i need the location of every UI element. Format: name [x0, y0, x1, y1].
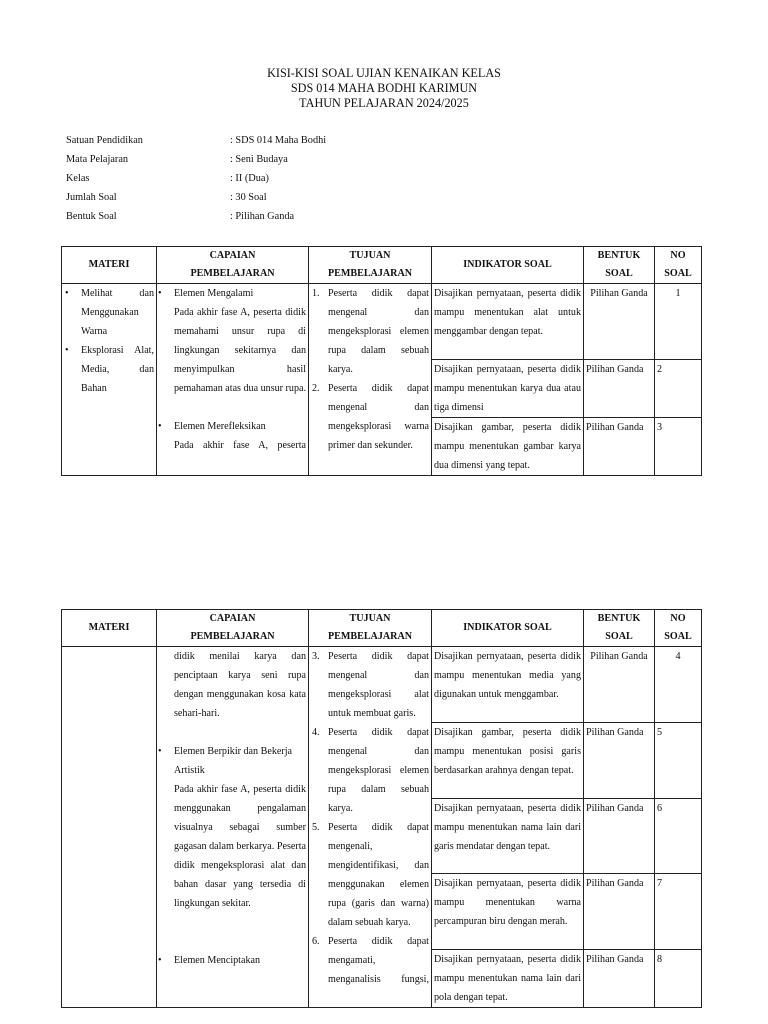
- cell-indikator: Disajikan pernyataan, peserta didik mampu menentukan alat untuk menggambar dengan tepat.: [432, 284, 584, 360]
- capaian-text: Pada akhir fase A, peserta didik menggunakan pengalaman visualnya sebagai sumber gagasan dalam berkarya. Peserta didik mengeksplorasi alat dan bahan dasar yang tersedia di lingkungan sekitar.: [174, 784, 306, 909]
- header-materi: MATERI: [62, 610, 157, 647]
- info-value: : SDS 014 Maha Bodhi: [230, 135, 327, 146]
- header-tujuan: TUJUAN PEMBELAJARAN: [309, 610, 432, 647]
- cell-no: 7: [655, 874, 702, 950]
- info-label: Mata Pelajaran: [66, 154, 129, 165]
- cell-indikator: Disajikan gambar, peserta didik mampu menentukan posisi garis berdasarkan arahnya dengan tepat.: [432, 723, 584, 799]
- title-line-1: KISI-KISI SOAL UJIAN KENAIKAN KELAS: [267, 66, 501, 80]
- table-header-row: [62, 247, 702, 284]
- info-value: : Seni Budaya: [230, 154, 288, 165]
- header-capaian: CAPAIAN PEMBELAJARAN: [157, 610, 309, 647]
- tujuan-text: Peserta didik dapat mengenal dan mengeksplorasi elemen rupa dalam sebuah karya.: [328, 727, 429, 814]
- capaian-title: Elemen Berpikir dan Bekerja Artistik: [174, 746, 292, 776]
- capaian-title: Elemen Menciptakan: [174, 955, 261, 966]
- cell-bentuk: Pilihan Ganda: [584, 360, 655, 418]
- table-header-row: [62, 610, 702, 647]
- header-materi: MATERI: [62, 247, 157, 284]
- capaian-text: didik menilai karya dan penciptaan karya seni rupa dengan menggunakan kosa kata sehari-hari.: [174, 651, 306, 719]
- materi-item: • Eksplorasi Alat, Media, dan Bahan: [64, 341, 154, 398]
- cell-bentuk: Pilihan Ganda: [584, 950, 655, 1008]
- header-no: NO SOAL: [655, 247, 702, 284]
- info-row: [66, 150, 326, 169]
- tujuan-text: Peserta didik dapat mengenal dan mengeksplorasi warna primer dan sekunder.: [328, 383, 429, 451]
- kisi-kisi-table-2: [61, 609, 702, 1008]
- info-label: Bentuk Soal: [66, 211, 117, 222]
- title-line-3: TAHUN PELAJARAN 2024/2025: [299, 96, 469, 110]
- info-value: : 30 Soal: [230, 192, 267, 203]
- header-bentuk: BENTUK SOAL: [584, 247, 655, 284]
- capaian-title: Elemen Mengalami: [174, 288, 254, 299]
- cell-bentuk: Pilihan Ganda: [584, 647, 655, 723]
- cell-indikator: Disajikan pernyataan, peserta didik mampu menentukan warna percampuran biru dengan merah.: [432, 874, 584, 950]
- cell-indikator: Disajikan pernyataan, peserta didik mampu menentukan karya dua atau tiga dimensi: [432, 360, 584, 418]
- capaian-title: Elemen Merefleksikan: [174, 421, 266, 432]
- kisi-kisi-table-1: [61, 246, 702, 476]
- header-bentuk: BENTUK SOAL: [584, 610, 655, 647]
- cell-no: 6: [655, 799, 702, 874]
- cell-materi: [62, 647, 157, 1008]
- cell-no: 8: [655, 950, 702, 1008]
- cell-no: 3: [655, 418, 702, 476]
- cell-tujuan: 3. Peserta didik dapat mengenal dan mengeksplorasi alat untuk membuat garis. 4. Peserta didik dapat mengenal dan mengeksplorasi elemen rupa dalam sebuah karya. 5. Peserta didik dapat mengenali, mengidentifikasi, dan menggunakan elemen rupa (garis dan warna) dalam sebuah karya. 6. Peserta didik dapat mengamati, menganalisis fungsi,: [309, 647, 432, 1008]
- tujuan-text: Peserta didik dapat mengamati, menganalisis fungsi,: [328, 936, 429, 985]
- info-row: [66, 169, 326, 188]
- header-indikator: INDIKATOR SOAL: [432, 247, 584, 284]
- info-row: [66, 188, 326, 207]
- info-value: : II (Dua): [230, 173, 269, 184]
- tujuan-text: Peserta didik dapat mengenal dan mengeksplorasi alat untuk membuat garis.: [328, 651, 429, 719]
- cell-bentuk: Pilihan Ganda: [584, 799, 655, 874]
- cell-no: 2: [655, 360, 702, 418]
- cell-materi: [62, 284, 157, 476]
- header-no: NO SOAL: [655, 610, 702, 647]
- table-row: [62, 647, 702, 723]
- header-capaian: CAPAIAN PEMBELAJARAN: [157, 247, 309, 284]
- tujuan-text: Peserta didik dapat mengenali, mengidentifikasi, dan menggunakan elemen rupa (garis dan warna) dalam sebuah karya.: [328, 822, 429, 928]
- cell-bentuk: Pilihan Ganda: [584, 284, 655, 360]
- capaian-text: Pada akhir fase A, peserta didik memahami unsur rupa di lingkungan sekitarnya dan menyimpulkan hasil pemahaman atas dua unsur rupa.: [174, 307, 307, 394]
- cell-no: 1: [655, 284, 702, 360]
- materi-item: • Melihat dan Menggunakan Warna: [64, 284, 154, 341]
- cell-capaian: didik menilai karya dan penciptaan karya seni rupa dengan menggunakan kosa kata sehari-hari. • Elemen Berpikir dan Bekerja Artistik Pada akhir fase A, peserta didik menggunakan pengalaman visualnya sebagai sumber gagasan dalam berkarya. Peserta didik mengeksplorasi alat dan bahan dasar yang tersedia di lingkungan sekitar. • Elemen Menciptakan: [157, 647, 309, 1008]
- cell-capaian: • Elemen Mengalami Pada akhir fase A, peserta didik memahami unsur rupa di lingkungan sekitarnya dan menyimpulkan hasil pemahaman atas dua unsur rupa. • Elemen Merefleksikan Pada akhir fase A, peserta: [157, 284, 309, 476]
- document-title: [0, 66, 768, 111]
- info-row: [66, 207, 326, 226]
- capaian-text: Pada akhir fase A, peserta: [174, 440, 306, 451]
- info-label: Jumlah Soal: [66, 192, 117, 203]
- cell-tujuan: 1. Peserta didik dapat mengenal dan mengeksplorasi elemen rupa dalam sebuah karya. 2. Peserta didik dapat mengenal dan mengeksplorasi warna primer dan sekunder.: [309, 284, 432, 476]
- identity-info: [66, 131, 326, 226]
- title-line-2: SDS 014 MAHA BODHI KARIMUN: [290, 81, 478, 95]
- cell-indikator: Disajikan pernyataan, peserta didik mampu menentukan nama lain dari garis mendatar dengan tepat.: [432, 799, 584, 874]
- cell-bentuk: Pilihan Ganda: [584, 874, 655, 950]
- cell-indikator: Disajikan pernyataan, peserta didik mampu menentukan nama lain dari pola dengan tepat.: [432, 950, 584, 1008]
- header-indikator: INDIKATOR SOAL: [432, 610, 584, 647]
- info-label: Kelas: [66, 173, 90, 184]
- tujuan-text: Peserta didik dapat mengenal dan mengeksplorasi elemen rupa dalam sebuah karya.: [328, 288, 429, 375]
- cell-bentuk: Pilihan Ganda: [584, 723, 655, 799]
- table-row: [62, 284, 702, 360]
- info-value: : Pilihan Ganda: [230, 211, 295, 222]
- cell-indikator: Disajikan gambar, peserta didik mampu menentukan gambar karya dua dimensi yang tepat.: [432, 418, 584, 476]
- info-row: [66, 131, 326, 150]
- cell-bentuk: Pilihan Ganda: [584, 418, 655, 476]
- info-label: Satuan Pendidikan: [66, 135, 143, 146]
- header-tujuan: TUJUAN PEMBELAJARAN: [309, 247, 432, 284]
- cell-no: 4: [655, 647, 702, 723]
- cell-no: 5: [655, 723, 702, 799]
- cell-indikator: Disajikan pernyataan, peserta didik mampu menentukan media yang digunakan untuk menggambar.: [432, 647, 584, 723]
